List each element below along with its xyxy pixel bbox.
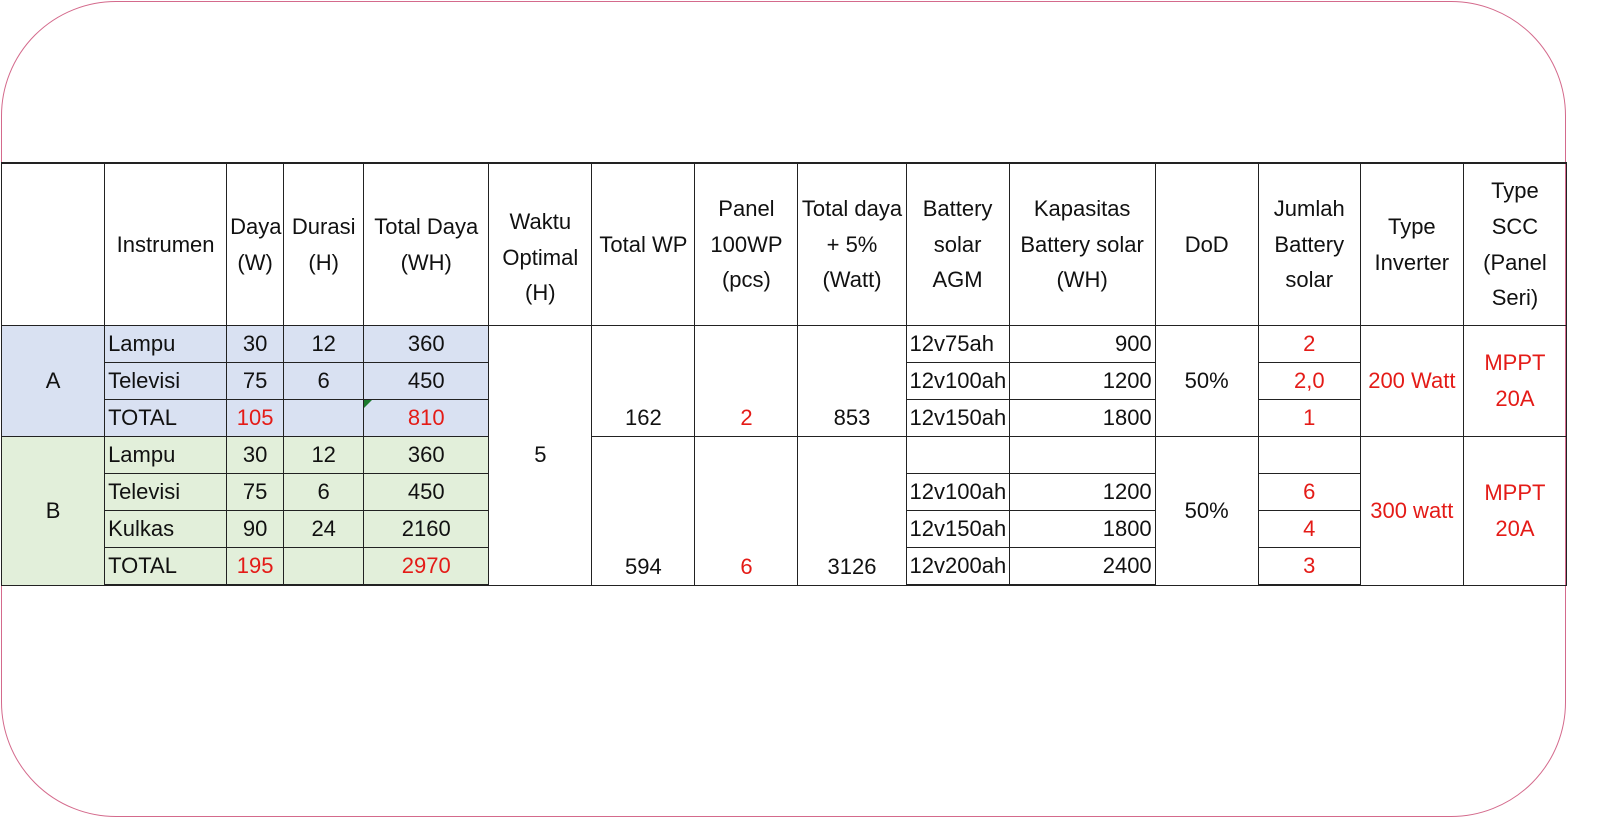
instrumen-cell[interactable]: Televisi bbox=[105, 363, 227, 400]
durasi-cell[interactable]: 6 bbox=[284, 474, 364, 511]
scc-a-line2: 20A bbox=[1495, 386, 1535, 411]
header-waktu-optimal[interactable] bbox=[489, 163, 592, 326]
daya-cell[interactable]: 75 bbox=[227, 474, 284, 511]
scc-b-line1: MPPT bbox=[1484, 480, 1546, 506]
battery-type-cell[interactable]: 12v75ah bbox=[906, 326, 1009, 363]
group-b-label[interactable]: B bbox=[2, 437, 105, 586]
table-row bbox=[2, 326, 1567, 363]
inverter-b[interactable]: 300 watt bbox=[1360, 437, 1463, 586]
daya-total-cell[interactable]: 105 bbox=[227, 400, 284, 437]
battery-type-cell[interactable]: 12v100ah bbox=[906, 474, 1009, 511]
jumlah-battery-cell[interactable]: 4 bbox=[1258, 511, 1360, 548]
header-jumlah-battery[interactable]: Jumlah Battery solar bbox=[1258, 163, 1360, 326]
daya-total-cell[interactable]: 195 bbox=[227, 548, 284, 586]
header-kapasitas[interactable]: Kapasitas Battery solar (WH) bbox=[1009, 163, 1155, 326]
dod-a[interactable]: 50% bbox=[1155, 326, 1258, 437]
durasi-cell[interactable]: 24 bbox=[284, 511, 364, 548]
total-daya-total-cell[interactable]: 2970 bbox=[364, 548, 489, 586]
total-daya-cell[interactable]: 450 bbox=[364, 363, 489, 400]
header-durasi[interactable]: Durasi (H) bbox=[284, 163, 364, 326]
jumlah-battery-cell[interactable]: 6 bbox=[1258, 474, 1360, 511]
durasi-cell[interactable]: 12 bbox=[284, 326, 364, 363]
header-daya[interactable]: Daya (W) bbox=[227, 163, 284, 326]
scc-a[interactable] bbox=[1463, 326, 1566, 437]
header-dod[interactable]: DoD bbox=[1155, 163, 1258, 326]
total-daya-cell[interactable]: 2160 bbox=[364, 511, 489, 548]
battery-type-cell[interactable]: 12v100ah bbox=[906, 363, 1009, 400]
kapasitas-cell[interactable]: 1200 bbox=[1009, 474, 1155, 511]
daya-cell[interactable]: 75 bbox=[227, 363, 284, 400]
jumlah-battery-cell[interactable]: 2,0 bbox=[1258, 363, 1360, 400]
panel-count-b[interactable]: 6 bbox=[695, 437, 798, 586]
header-panel[interactable]: Panel 100WP (pcs) bbox=[695, 163, 798, 326]
header-waktu-optimal-label: Waktu Optimal (H) bbox=[502, 209, 579, 306]
durasi-cell[interactable] bbox=[284, 548, 364, 586]
table-row bbox=[2, 437, 1567, 474]
jumlah-battery-cell[interactable]: 3 bbox=[1258, 548, 1360, 586]
total-wp-b[interactable]: 594 bbox=[592, 437, 695, 586]
jumlah-battery-cell[interactable]: 2 bbox=[1258, 326, 1360, 363]
battery-type-cell[interactable]: 12v150ah bbox=[906, 511, 1009, 548]
header-instrumen[interactable]: Instrumen bbox=[105, 163, 227, 326]
instrumen-cell[interactable]: Kulkas bbox=[105, 511, 227, 548]
header-total-plus[interactable]: Total daya + 5% (Watt) bbox=[798, 163, 906, 326]
kapasitas-cell[interactable]: 1800 bbox=[1009, 511, 1155, 548]
solar-calculation-table bbox=[1, 162, 1567, 586]
daya-cell[interactable]: 30 bbox=[227, 437, 284, 474]
total-daya-total-cell[interactable]: 810 bbox=[364, 400, 489, 437]
scc-a-line1: MPPT bbox=[1484, 350, 1546, 376]
kapasitas-cell[interactable]: 1800 bbox=[1009, 400, 1155, 437]
total-wp-a[interactable]: 162 bbox=[592, 326, 695, 437]
kapasitas-cell[interactable]: 900 bbox=[1009, 326, 1155, 363]
header-battery-agm[interactable]: Battery solar AGM bbox=[906, 163, 1009, 326]
total-daya-cell[interactable]: 360 bbox=[364, 326, 489, 363]
instrumen-cell[interactable]: TOTAL bbox=[105, 548, 227, 586]
total-daya-cell[interactable]: 450 bbox=[364, 474, 489, 511]
durasi-cell[interactable]: 6 bbox=[284, 363, 364, 400]
scc-b-line2: 20A bbox=[1495, 515, 1535, 541]
instrumen-cell[interactable]: TOTAL bbox=[105, 400, 227, 437]
scc-b[interactable] bbox=[1463, 437, 1566, 586]
battery-type-cell[interactable] bbox=[906, 437, 1009, 474]
panel-count-a[interactable]: 2 bbox=[695, 326, 798, 437]
dod-b[interactable]: 50% bbox=[1155, 437, 1258, 586]
total-plus-b[interactable]: 3126 bbox=[798, 437, 906, 586]
jumlah-battery-cell[interactable]: 1 bbox=[1258, 400, 1360, 437]
daya-cell[interactable]: 30 bbox=[227, 326, 284, 363]
instrumen-cell[interactable]: Televisi bbox=[105, 474, 227, 511]
total-daya-cell[interactable]: 360 bbox=[364, 437, 489, 474]
total-plus-a[interactable]: 853 bbox=[798, 326, 906, 437]
inverter-a[interactable]: 200 Watt bbox=[1360, 326, 1463, 437]
header-total-wp[interactable]: Total WP bbox=[592, 163, 695, 326]
daya-cell[interactable]: 90 bbox=[227, 511, 284, 548]
kapasitas-cell[interactable]: 1200 bbox=[1009, 363, 1155, 400]
durasi-cell[interactable] bbox=[284, 400, 364, 437]
battery-type-cell[interactable]: 12v200ah bbox=[906, 548, 1009, 586]
kapasitas-cell[interactable] bbox=[1009, 437, 1155, 474]
header-type-inverter[interactable]: Type Inverter bbox=[1360, 163, 1463, 326]
durasi-cell[interactable]: 12 bbox=[284, 437, 364, 474]
group-a-label[interactable]: A bbox=[2, 326, 105, 437]
header-total-daya[interactable]: Total Daya (WH) bbox=[364, 163, 489, 326]
instrumen-cell[interactable]: Lampu bbox=[105, 326, 227, 363]
battery-type-cell[interactable]: 12v150ah bbox=[906, 400, 1009, 437]
jumlah-battery-cell[interactable] bbox=[1258, 437, 1360, 474]
header-group[interactable] bbox=[2, 163, 105, 326]
instrumen-cell[interactable]: Lampu bbox=[105, 437, 227, 474]
kapasitas-cell[interactable]: 2400 bbox=[1009, 548, 1155, 586]
header-row bbox=[2, 163, 1567, 326]
waktu-optimal-cell[interactable]: 5 bbox=[489, 326, 592, 586]
header-type-scc[interactable]: Type SCC (Panel Seri) bbox=[1463, 163, 1566, 326]
